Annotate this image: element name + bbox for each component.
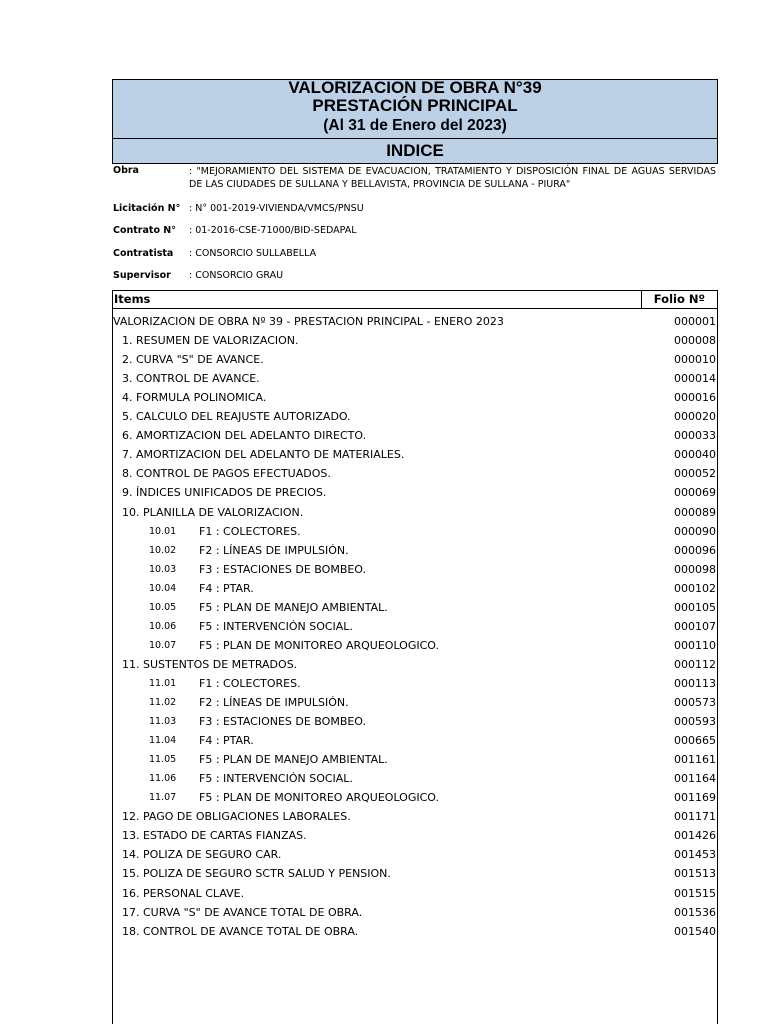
table-row xyxy=(113,620,717,639)
folio-number: 000016 xyxy=(674,391,716,405)
item-number: 10.03 xyxy=(149,563,177,575)
item-title: 15. POLIZA DE SEGURO SCTR SALUD Y PENSION. xyxy=(122,867,391,881)
obra-value: : "MEJORAMIENTO DEL SISTEMA DE EVACUACION, TRATAMIENTO Y DISPOSICIÓN FINAL DE AGUAS SERVIDAS DE LAS CIUDADES DE SULLANA Y BELLAVISTA, PROVINCIA DE SULLANA - PIURA" xyxy=(189,166,716,190)
table-row xyxy=(113,791,717,810)
document-header xyxy=(112,79,718,164)
item-title: 16. PERSONAL CLAVE. xyxy=(122,886,245,900)
table-row xyxy=(113,696,717,715)
item-title: F4 : PTAR. xyxy=(199,734,254,748)
folio-number: 001161 xyxy=(674,753,716,767)
item-number: 11.05 xyxy=(149,754,177,766)
item-number: 10.05 xyxy=(149,601,177,613)
folio-number: 000593 xyxy=(674,715,716,729)
folio-number: 001540 xyxy=(674,924,716,938)
licitacion-value: : N° 001-2019-VIVIENDA/VMCS/PNSU xyxy=(189,203,364,214)
folio-number: 000105 xyxy=(674,600,716,614)
document-subtitle: PRESTACIÓN PRINCIPAL xyxy=(312,96,518,115)
folio-number: 001169 xyxy=(674,791,716,805)
table-row xyxy=(113,391,717,410)
item-title: 9. ÍNDICES UNIFICADOS DE PRECIOS. xyxy=(122,486,327,500)
document-title: VALORIZACION DE OBRA N°39 xyxy=(288,80,542,95)
item-title: 14. POLIZA DE SEGURO CAR. xyxy=(122,848,282,862)
table-row xyxy=(113,829,717,848)
folio-number: 001515 xyxy=(674,886,716,900)
folio-number: 001164 xyxy=(674,772,716,786)
item-number: 10.04 xyxy=(149,582,177,594)
item-title: 10. PLANILLA DE VALORIZACION. xyxy=(122,505,304,519)
item-title: 4. FORMULA POLINOMICA. xyxy=(122,391,267,405)
item-number: 11.01 xyxy=(149,677,177,689)
folio-number: 000110 xyxy=(674,638,716,652)
folio-number: 001513 xyxy=(674,867,716,881)
item-title: F5 : PLAN DE MONITOREO ARQUEOLOGICO. xyxy=(199,791,439,805)
item-title: 2. CURVA "S" DE AVANCE. xyxy=(122,353,264,367)
folio-number: 000665 xyxy=(674,734,716,748)
item-title: 7. AMORTIZACION DEL ADELANTO DE MATERIALES. xyxy=(122,448,405,462)
folio-number: 000089 xyxy=(674,505,716,519)
contratista-label: Contratista xyxy=(113,248,174,259)
table-row xyxy=(113,372,717,391)
table-row xyxy=(113,563,717,582)
table-header xyxy=(112,290,718,309)
contratista-value: : CONSORCIO SULLABELLA xyxy=(189,248,317,259)
item-title: F1 : COLECTORES. xyxy=(199,676,301,690)
item-title: 13. ESTADO DE CARTAS FIANZAS. xyxy=(122,829,307,843)
document-date: (Al 31 de Enero del 2023) xyxy=(323,117,507,134)
item-title: 3. CONTROL DE AVANCE. xyxy=(122,372,260,386)
table-row xyxy=(113,410,717,429)
item-title: F3 : ESTACIONES DE BOMBEO. xyxy=(199,715,367,729)
folio-number: 000001 xyxy=(674,315,716,328)
item-number: 10.01 xyxy=(149,525,177,537)
table-row xyxy=(113,906,717,925)
licitacion-label: Licitación N° xyxy=(113,203,181,214)
contrato-label: Contrato N° xyxy=(113,225,176,236)
item-title: F1 : COLECTORES. xyxy=(199,524,301,538)
item-title: F5 : PLAN DE MANEJO AMBIENTAL. xyxy=(199,753,388,767)
folio-number: 000112 xyxy=(674,657,716,671)
folio-number: 000020 xyxy=(674,410,716,424)
supervisor-value: : CONSORCIO GRAU xyxy=(189,270,284,281)
table-row xyxy=(113,334,717,353)
table-row xyxy=(113,715,717,734)
item-title: 12. PAGO DE OBLIGACIONES LABORALES. xyxy=(122,810,351,824)
table-row xyxy=(113,506,717,525)
item-number: 11.06 xyxy=(149,773,177,785)
table-row xyxy=(113,486,717,505)
item-title: F5 : INTERVENCIÓN SOCIAL. xyxy=(199,772,353,786)
table-row xyxy=(113,734,717,753)
table-row xyxy=(113,658,717,677)
folio-number: 000010 xyxy=(674,353,716,367)
contrato-value: : 01-2016-CSE-71000/BID-SEDAPAL xyxy=(189,225,357,236)
item-title: 1. RESUMEN DE VALORIZACION. xyxy=(122,334,299,348)
item-number: 10.02 xyxy=(149,544,177,556)
item-title: 8. CONTROL DE PAGOS EFECTUADOS. xyxy=(122,467,331,481)
item-number: 11.03 xyxy=(149,716,177,728)
folio-number: 001171 xyxy=(674,810,716,824)
item-title: 6. AMORTIZACION DEL ADELANTO DIRECTO. xyxy=(122,429,367,443)
folio-number: 000107 xyxy=(674,619,716,633)
item-title: F3 : ESTACIONES DE BOMBEO. xyxy=(199,562,367,576)
table-row xyxy=(113,639,717,658)
folio-number: 000113 xyxy=(674,676,716,690)
folio-number: 000008 xyxy=(674,334,716,348)
table-row xyxy=(113,925,717,944)
item-number: 11.04 xyxy=(149,735,177,747)
table-row xyxy=(113,848,717,867)
folio-column-header: Folio Nº xyxy=(653,292,705,306)
table-row xyxy=(113,467,717,486)
supervisor-label: Supervisor xyxy=(113,270,171,281)
folio-number: 000102 xyxy=(674,581,716,595)
item-number: 10.07 xyxy=(149,639,177,651)
folio-number: 000052 xyxy=(674,467,716,481)
item-number: 11.02 xyxy=(149,697,177,708)
folio-number: 001536 xyxy=(674,905,716,919)
folio-number: 000040 xyxy=(674,448,716,462)
item-number: 11.07 xyxy=(149,792,177,804)
item-title: F5 : INTERVENCIÓN SOCIAL. xyxy=(199,619,353,633)
item-title: F2 : LÍNEAS DE IMPULSIÓN. xyxy=(199,696,349,709)
obra-label: Obra xyxy=(113,165,139,176)
folio-number: 000033 xyxy=(674,429,716,443)
folio-number: 001453 xyxy=(674,848,716,862)
section-title: INDICE xyxy=(113,138,717,163)
item-title: 18. CONTROL DE AVANCE TOTAL DE OBRA. xyxy=(122,924,359,938)
folio-number: 000096 xyxy=(674,543,716,557)
table-row xyxy=(113,887,717,906)
table-row xyxy=(113,448,717,467)
table-row xyxy=(113,867,717,886)
table-right-border xyxy=(717,309,718,1024)
folio-number: 001426 xyxy=(674,829,716,843)
folio-number: 000014 xyxy=(674,372,716,386)
folio-number: 000090 xyxy=(674,524,716,538)
item-title: F4 : PTAR. xyxy=(199,581,254,595)
table-row xyxy=(113,677,717,696)
item-title: 5. CALCULO DEL REAJUSTE AUTORIZADO. xyxy=(122,410,351,424)
item-title: F5 : PLAN DE MONITOREO ARQUEOLOGICO. xyxy=(199,638,439,652)
item-title: 17. CURVA "S" DE AVANCE TOTAL DE OBRA. xyxy=(122,905,363,919)
folio-number: 000098 xyxy=(674,562,716,576)
table-row xyxy=(113,810,717,829)
folio-number: 000069 xyxy=(674,486,716,500)
item-title: F5 : PLAN DE MANEJO AMBIENTAL. xyxy=(199,600,388,614)
table-row xyxy=(113,582,717,601)
table-row xyxy=(113,429,717,448)
table-row xyxy=(113,772,717,791)
meta-obra xyxy=(113,165,717,193)
table-row xyxy=(113,353,717,372)
column-divider xyxy=(641,291,642,308)
table-row xyxy=(113,525,717,544)
item-title: F2 : LÍNEAS DE IMPULSIÓN. xyxy=(199,543,349,557)
items-column-header: Items xyxy=(114,292,151,306)
table-row xyxy=(113,315,717,334)
item-title: VALORIZACION DE OBRA Nº 39 - PRESTACION PRINCIPAL - ENERO 2023 xyxy=(113,315,504,328)
item-number: 10.06 xyxy=(149,620,177,632)
folio-number: 000573 xyxy=(674,696,716,709)
table-row xyxy=(113,601,717,620)
table-row xyxy=(113,544,717,563)
item-title: 11. SUSTENTOS DE METRADOS. xyxy=(122,657,298,671)
table-row xyxy=(113,753,717,772)
